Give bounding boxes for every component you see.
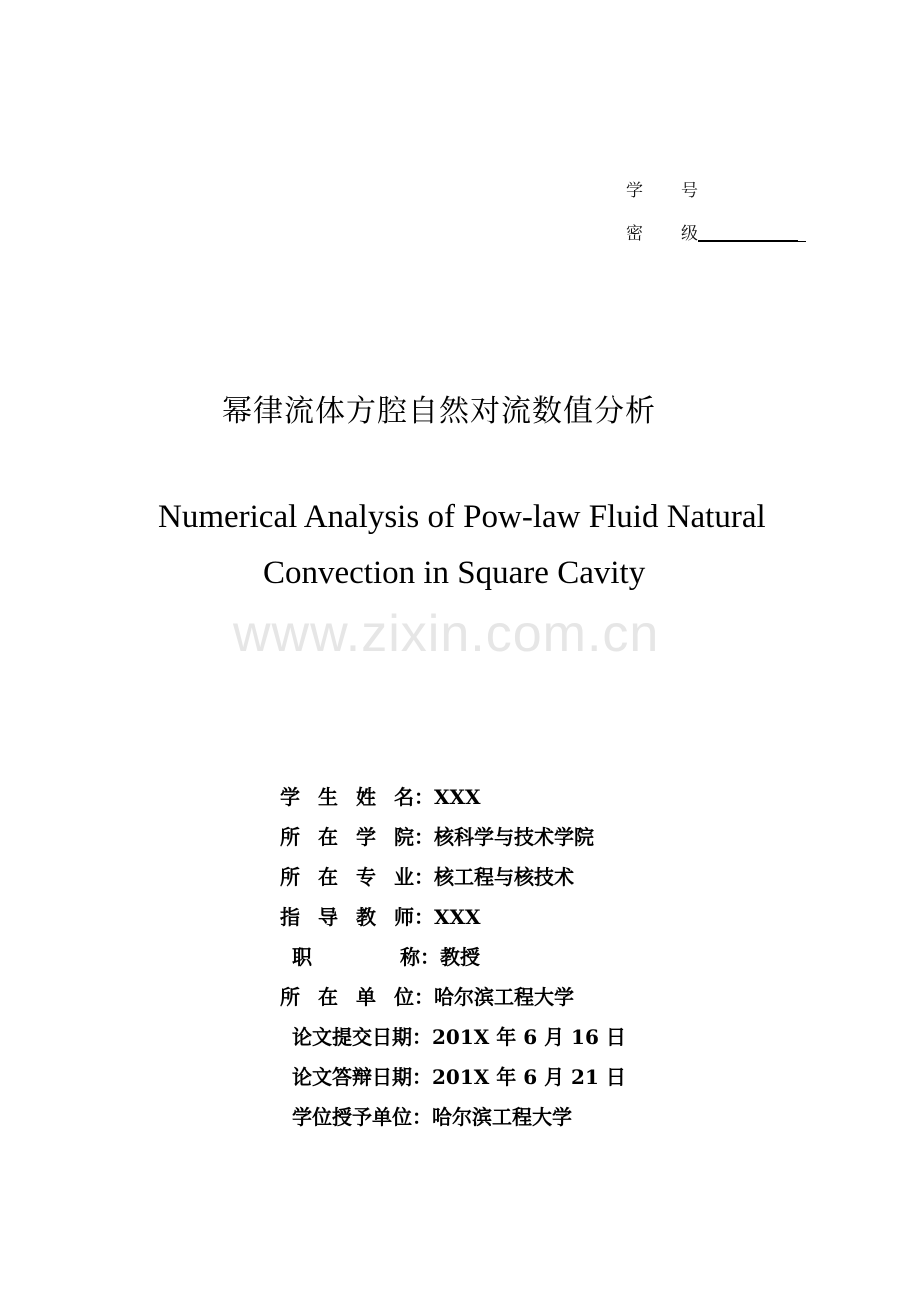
label-char: 所 xyxy=(280,985,300,1009)
secret-level-label-2: 级 xyxy=(681,224,698,244)
label-char: 在 xyxy=(318,985,338,1009)
label-char: 所 xyxy=(280,865,300,889)
label-char: 导 xyxy=(318,905,338,929)
colon: ： xyxy=(412,1105,432,1129)
defense-date-label: 论文答辩日期 xyxy=(292,1065,412,1089)
defense-date-value: 201X 年 6 月 21 日 xyxy=(432,1065,626,1089)
label-char: 位 xyxy=(394,985,414,1009)
label-char: 姓 xyxy=(356,785,376,809)
degree-unit-value: 哈尔滨工程大学 xyxy=(432,1105,572,1129)
label-char: 师 xyxy=(394,905,414,929)
info-title-rank xyxy=(292,941,480,970)
student-name-value: XXX xyxy=(434,785,481,809)
label-char: 所 xyxy=(280,825,300,849)
label-char: 名 xyxy=(394,785,414,809)
info-degree-unit xyxy=(292,1101,572,1130)
thesis-title-english-line2: Convection in Square Cavity xyxy=(263,555,646,591)
advisor-value: XXX xyxy=(434,905,481,929)
label-char: 学 xyxy=(356,825,376,849)
label-char: 生 xyxy=(318,785,338,809)
thesis-title-chinese: 幂律流体方腔自然对流数值分析 xyxy=(222,394,656,429)
info-major xyxy=(280,861,574,890)
label-char: 在 xyxy=(318,825,338,849)
thesis-title-english-line1: Numerical Analysis of Pow-law Fluid Natural xyxy=(158,499,766,535)
colon: ： xyxy=(414,825,434,849)
secret-level-underline xyxy=(698,228,798,242)
college-value: 核科学与技术学院 xyxy=(434,825,594,849)
secret-level-label-1: 密 xyxy=(626,224,643,244)
title-rank-value: 教授 xyxy=(440,945,480,969)
colon: ： xyxy=(420,945,440,969)
label-char: 业 xyxy=(394,865,414,889)
label-char: 称 xyxy=(400,945,420,969)
colon: ： xyxy=(414,985,434,1009)
label-char: 单 xyxy=(356,985,376,1009)
colon: ： xyxy=(414,785,434,809)
info-student-name xyxy=(280,781,481,810)
colon: ： xyxy=(412,1025,432,1049)
degree-unit-label: 学位授予单位 xyxy=(292,1105,412,1129)
colon: ： xyxy=(414,905,434,929)
label-char: 在 xyxy=(318,865,338,889)
info-defense-date xyxy=(292,1061,626,1090)
label-char: 职 xyxy=(292,945,312,969)
colon: ： xyxy=(414,865,434,889)
unit-value: 哈尔滨工程大学 xyxy=(434,985,574,1009)
secret-level-field xyxy=(626,219,806,244)
info-college xyxy=(280,821,594,850)
student-id-label-1: 学 xyxy=(626,181,643,201)
label-char: 指 xyxy=(280,905,300,929)
watermark: www.zixin.com.cn xyxy=(233,605,660,663)
student-id-field xyxy=(626,176,698,201)
label-char: 专 xyxy=(356,865,376,889)
submit-date-label: 论文提交日期 xyxy=(292,1025,412,1049)
student-id-label-2: 号 xyxy=(681,181,698,201)
label-char: 院 xyxy=(394,825,414,849)
submit-date-value: 201X 年 6 月 16 日 xyxy=(432,1025,626,1049)
info-advisor xyxy=(280,901,481,930)
colon: ： xyxy=(412,1065,432,1089)
info-submit-date xyxy=(292,1021,626,1050)
info-unit xyxy=(280,981,574,1010)
secret-level-underline-tail xyxy=(798,228,806,242)
label-char: 教 xyxy=(356,905,376,929)
major-value: 核工程与核技术 xyxy=(434,865,574,889)
label-char: 学 xyxy=(280,785,300,809)
